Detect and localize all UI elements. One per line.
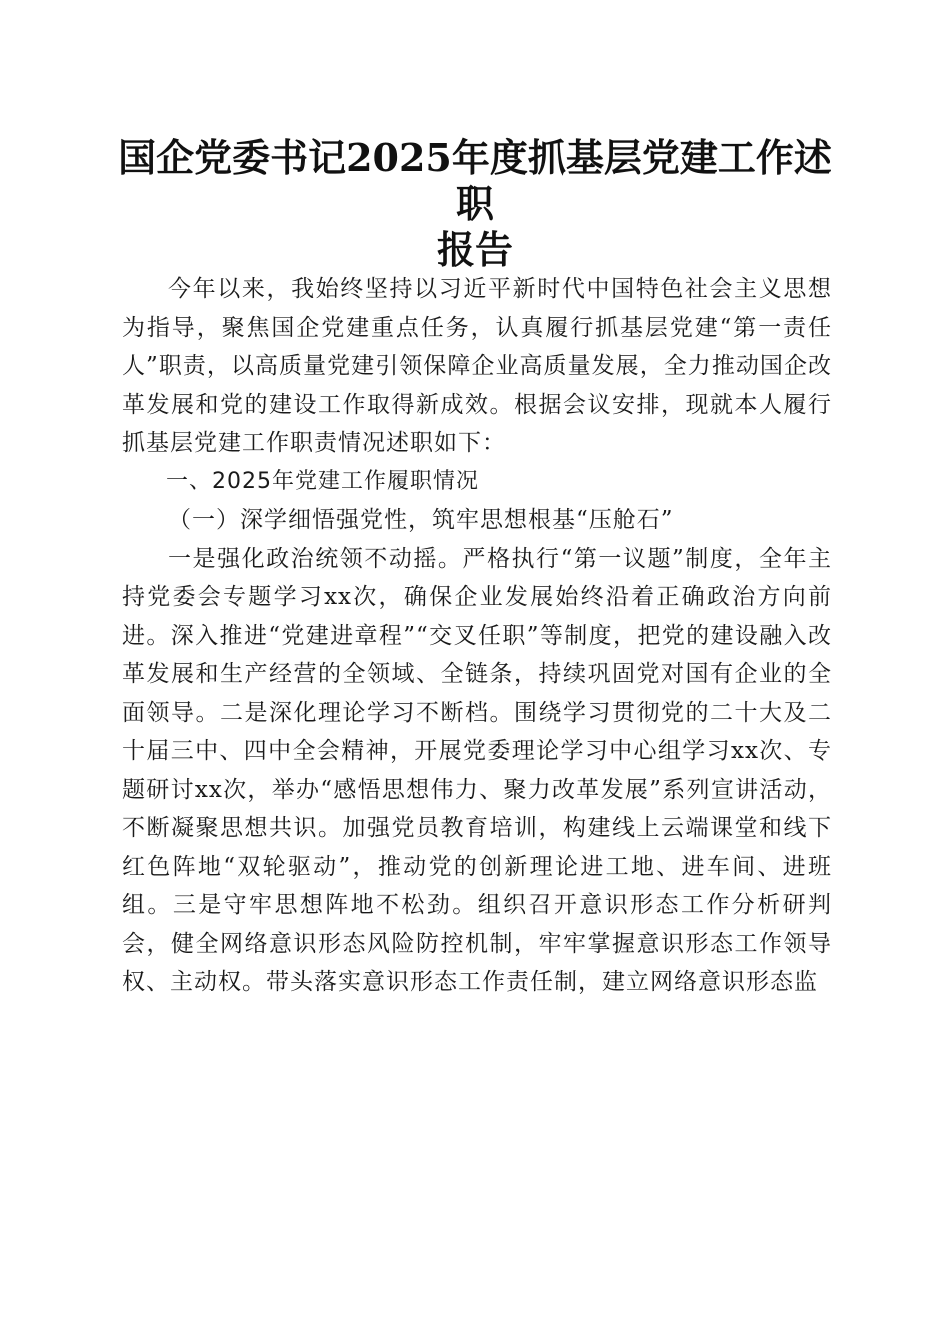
title-line-2: 报告 bbox=[436, 227, 513, 272]
intro-paragraph: 今年以来，我始终坚持以习近平新时代中国特色社会主义思想为指导，聚焦国企党建重点任务，认真履行抓基层党建“第一责任人”职责，以高质量党建引领保障企业高质量发展，全力推动国企改革发展和党的建设工作取得新成效。根据会议安排，现就本人履行抓基层党建工作职责情况述职如下： bbox=[122, 276, 832, 456]
section-heading-1: 一、2025年党建工作履职情况 bbox=[166, 468, 479, 494]
title-line-1: 国企党委书记2025年度抓基层党建工作述职 bbox=[118, 135, 832, 226]
body-paragraph-1: 一是强化政治统领不动摇。严格执行“第一议题”制度，全年主持党委会专题学习xx次，确保企业发展始终沿着正确政治方向前进。深入推进“党建进章程”“交叉任职”等制度，把党的建设融入改革发展和生产经营的全领域、全链条，持续巩固党对国有企业的全面领导。二是深化理论学习不断档。围绕学习贯彻党的二十大及二十届三中、四中全会精神，开展党委理论学习中心组学习xx次、专题研讨xx次，举办“感悟思想伟力、聚力改革发展”系列宣讲活动，不断凝聚思想共识。加强党员教育培训，构建线上云端课堂和线下红色阵地“双轮驱动”，推动党的创新理论进工地、进车间、进班组。三是守牢思想阵地不松劲。组织召开意识形态工作分析研判会，健全网络意识形态风险防控机制，牢牢掌握意识形态工作领导权、主动权。带头落实意识形态工作责任制，建立网络意识形态监 bbox=[122, 545, 832, 995]
document-title bbox=[100, 135, 850, 273]
document-body bbox=[122, 270, 832, 1002]
subsection-heading-1: （一）深学细悟强党性，筑牢思想根基“压舱石” bbox=[168, 507, 674, 533]
